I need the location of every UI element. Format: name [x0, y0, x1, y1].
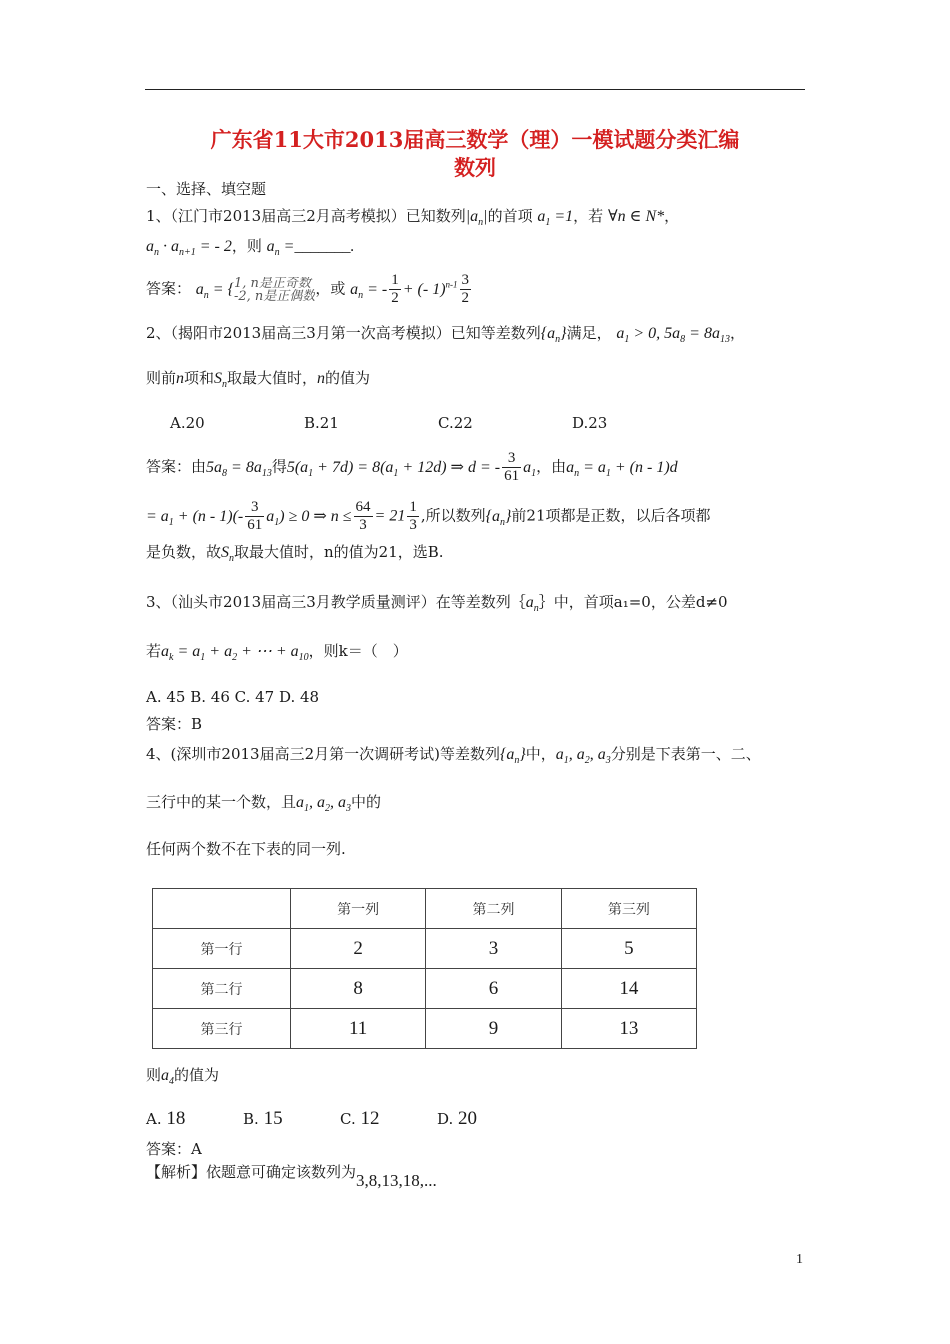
question-1-text: ，若 — [573, 207, 604, 225]
question-2-answer-line-2 — [146, 499, 711, 534]
question-4-text: 4、(深圳市2013届高三2月第一次调研考试)等差数列 — [146, 745, 500, 763]
option-d — [437, 1110, 477, 1128]
option-value: 12 — [360, 1108, 380, 1129]
math: $a_1) \ge 0$ ⇒ n ≤ — [266, 507, 352, 528]
math: $a_1$, $a_2$, $a_3$ — [555, 746, 611, 767]
question-2-text: 项和 — [184, 369, 215, 387]
question-2-line-2 — [146, 367, 370, 390]
table-header-cell: 第二列 — [426, 889, 561, 929]
table-cell: 8 — [291, 969, 426, 1009]
question-1-text: 1、（江门市2013届高三2月高考模拟）已知数列 — [146, 207, 466, 225]
analysis-label: 【解析】依题意可确定该数列为 — [146, 1163, 357, 1181]
question-2-text: 满足， — [566, 324, 612, 342]
table-row — [153, 929, 697, 969]
math: $a_1 =1$ — [537, 208, 574, 229]
table-row — [153, 1009, 697, 1049]
table-header-row — [153, 889, 697, 929]
answer-label: 答案： — [146, 279, 192, 298]
question-2-line-1: 2、（揭阳市2013届高三3月第一次高考模拟）已知等差数列$\{a_n\}$满足， $a_1 > 0$, $5a_8 = 8a_{13}$， — [146, 324, 745, 346]
math: $\{a_n\}$ — [485, 507, 512, 528]
data-table — [152, 888, 697, 1049]
table-cell: 3 — [426, 929, 561, 969]
question-3-text: ，则k＝（ ） — [308, 642, 408, 660]
table-row-label: 第三行 — [153, 1009, 291, 1049]
option-a — [146, 1108, 243, 1130]
option-b — [243, 1108, 340, 1130]
question-2-options — [170, 414, 607, 432]
answer-text: ,所以数列 — [420, 506, 486, 525]
table-row-label: 第一行 — [153, 929, 291, 969]
table-header-cell: 第一列 — [291, 889, 426, 929]
math: $a_n$ = - — [350, 280, 388, 301]
option-c: C.22 — [438, 414, 473, 432]
math-fraction: $\frac{3}{61}$ — [247, 499, 263, 533]
question-1-text: ，则 — [231, 237, 262, 255]
math: $a_n = a_1 + (n - 1)d$ — [566, 458, 678, 479]
table-cell: 14 — [561, 969, 696, 1009]
math: $a_n \cdot a_{n+1}$ = - 2 — [146, 238, 232, 259]
math: + (- 1)$^{n-1}$ — [402, 279, 458, 298]
math-fraction: $\frac{3}{2}$ — [461, 272, 470, 306]
option-value: 20 — [458, 1108, 478, 1129]
math: $5a_8 = 8a_{13}$ — [206, 458, 272, 479]
analysis-sequence: 3,8,13,18,... — [356, 1171, 437, 1190]
math: $a_k = a_1 + a_2$ + ⋯ + $a_{10}$ — [161, 643, 309, 664]
question-2-text: 取最大值时， — [227, 369, 318, 387]
math: $5(a_1 + 7d) = 8(a_1 + 12d)$ ⇒ d = - — [286, 458, 501, 479]
option-label: A. — [146, 1110, 162, 1128]
question-4-text: 三行中的某一个数，且 — [146, 793, 297, 811]
table-cell: 6 — [426, 969, 561, 1009]
question-2-answer-line-3 — [146, 541, 444, 564]
answer-text: 得 — [271, 457, 287, 476]
table-cell: 2 — [291, 929, 426, 969]
option-label: D. — [437, 1110, 454, 1128]
question-3-text: 若 — [146, 642, 162, 660]
table-header-cell — [153, 889, 291, 929]
math: $a_1$ — [523, 458, 537, 479]
document-title: 广东省11大市2013届高三数学（理）一模试题分类汇编 — [210, 127, 740, 152]
question-4-text: 的值为 — [174, 1066, 220, 1084]
option-c — [340, 1108, 437, 1130]
math: $\{a_n\}$ — [499, 746, 526, 767]
question-3-line-2 — [146, 640, 408, 663]
math-fraction: $\frac{1}{2}$ — [391, 272, 399, 306]
answer-text: 是负数，故 — [146, 543, 222, 561]
math: = 21 — [374, 507, 406, 525]
question-3-text: ｝中，首项a₁=0，公差d≠0 — [538, 593, 728, 611]
math: = $a_1 + (n - 1)(-$ — [146, 507, 244, 528]
math: $a_1 > 0$, $5a_8 = 8a_{13}$ — [616, 325, 730, 346]
question-1-answer — [146, 272, 473, 307]
question-4-text: 则 — [146, 1066, 162, 1084]
question-4-text: 分别是下表第一、二、 — [610, 745, 761, 763]
answer-text: ，或 — [315, 279, 346, 298]
math: ∀n ∈ N* — [607, 208, 665, 225]
section-heading: 一、选择、填空题 — [146, 180, 267, 198]
option-d: D.23 — [572, 414, 608, 432]
question-2-text: 的值为 — [325, 369, 371, 387]
document-subtitle: 数列 — [454, 155, 496, 180]
header-rule — [145, 89, 805, 90]
math: $a_1$, $a_2$, $a_3$ — [296, 794, 352, 815]
question-4-text: 中的 — [351, 793, 382, 811]
math: $\{a_n\}$ — [540, 325, 567, 346]
table-header-cell: 第三列 — [561, 889, 696, 929]
math: $S_n$ — [214, 370, 228, 391]
question-2-text: 2、（揭阳市2013届高三3月第一次高考模拟）已知等差数列 — [146, 324, 541, 342]
question-3-line-1 — [146, 591, 728, 614]
question-3-answer: 答案：B — [146, 715, 203, 733]
math-piecewise: 1, n是正奇数 -2, n是正偶数 — [234, 276, 316, 303]
option-label: B. — [243, 1110, 259, 1128]
answer-text: 前21项都是正数，以后各项都 — [511, 506, 711, 525]
option-value: 15 — [263, 1108, 283, 1129]
question-4-analysis — [146, 1161, 437, 1190]
math-fraction: $\frac{3}{61}$ — [504, 450, 520, 484]
table-cell: 5 — [561, 929, 696, 969]
question-4-ask — [146, 1064, 219, 1087]
table-row-label: 第二行 — [153, 969, 291, 1009]
question-3-text: 3、（汕头市2013届高三3月教学质量测评）在等差数列｛ — [146, 593, 526, 611]
math: $a_n$ = { — [195, 280, 234, 301]
math: $|a_n|$ — [465, 208, 488, 229]
answer-text: 取最大值时，n的值为21，选B. — [234, 543, 444, 561]
question-4-line-2 — [146, 791, 381, 814]
table-cell: 9 — [426, 1009, 561, 1049]
option-a: A.20 — [170, 414, 205, 432]
question-2-text: 则前 — [146, 369, 177, 387]
table-cell: 11 — [291, 1009, 426, 1049]
table-row — [153, 969, 697, 1009]
math: $a_n$ — [525, 594, 539, 615]
math: n — [317, 370, 326, 387]
question-3-options: A. 45 B. 46 C. 47 D. 48 — [146, 688, 320, 706]
question-1-line-1: 1、（江门市2013届高三2月高考模拟）已知数列$|a_n|$的首项 $a_1 =1$，若 ∀n ∈ N*， — [146, 207, 680, 229]
option-b: B.21 — [304, 414, 339, 432]
question-4-text: 中， — [525, 745, 556, 763]
question-4-line-3: 任何两个数不在下表的同一列. — [146, 840, 346, 858]
math-fraction: $\frac{64}{3}$ — [355, 499, 371, 533]
question-4-line-1 — [146, 743, 761, 766]
question-4-answer: 答案：A — [146, 1140, 202, 1158]
math: n — [176, 370, 185, 387]
answer-label: 答案：由 — [146, 457, 207, 476]
math: $a_4$ — [161, 1067, 175, 1088]
math: $a_n$ =_______. — [266, 238, 355, 259]
table-cell: 13 — [561, 1009, 696, 1049]
question-4-options — [146, 1108, 477, 1130]
option-value: 18 — [166, 1108, 186, 1129]
answer-text: ，由 — [536, 457, 567, 476]
question-1-text: 的首项 — [487, 207, 533, 225]
question-2-answer-line-1 — [146, 450, 678, 485]
math-fraction: $\frac{1}{3}$ — [409, 499, 417, 533]
page-number: 1 — [796, 1252, 803, 1267]
math: $S_n$ — [221, 544, 235, 565]
question-1-line-2 — [146, 235, 354, 258]
option-label: C. — [340, 1110, 356, 1128]
